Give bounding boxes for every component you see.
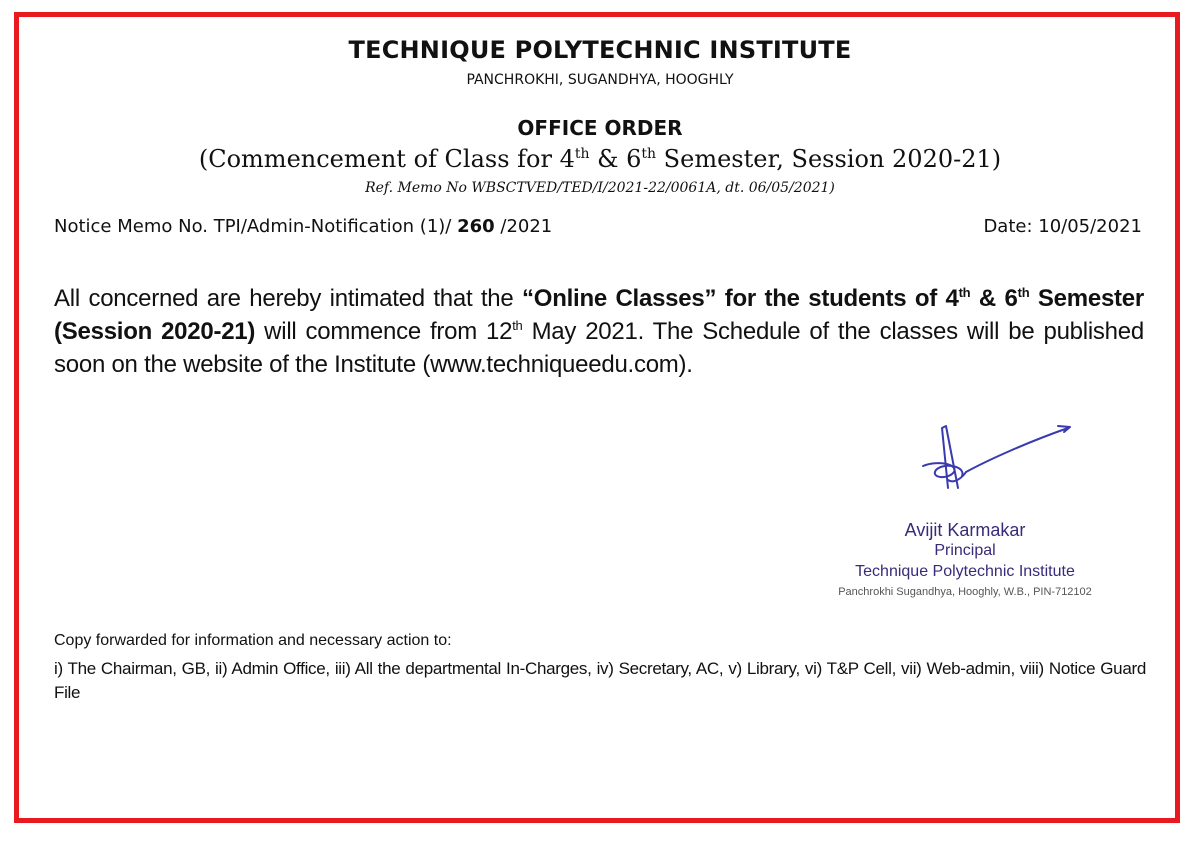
signatory-designation: Principal [934, 542, 996, 559]
order-title: OFFICE ORDER [517, 116, 683, 140]
notice-date: Date: 10/05/2021 [983, 216, 1142, 237]
handwritten-signature [918, 420, 1078, 500]
order-subtitle: (Commencement of Class for 4th & 6th Semester, Session 2020-21) [198, 145, 1002, 173]
institute-name: TECHNIQUE POLYTECHNIC INSTITUTE [348, 36, 852, 64]
signatory-name: Avijit Karmakar [904, 520, 1026, 540]
signatory-address: Panchrokhi Sugandhya, Hooghly, W.B., PIN-712102 [838, 586, 1092, 598]
signatory-institute: Technique Polytechnic Institute [855, 563, 1075, 580]
copy-forwarded-list: i) The Chairman, GB, ii) Admin Office, iii) All the departmental In-Charges, iv) Secretary, AC, v) Library, vi) T&P Cell, vii) Web-admin, viii) Notice Guard File [54, 659, 1146, 702]
institute-address: PANCHROKHI, SUGANDHYA, HOOGHLY [466, 72, 734, 88]
copy-forwarded-heading: Copy forwarded for information and necessary action to: [54, 632, 452, 649]
notice-body: All concerned are hereby intimated that the “Online Classes” for the students of 4th & 6th Semester (Session 2020-21) will commence from 12th May 2021. The Schedule of the classes will be published soon on the website of the Institute (www.techniqueedu.com). [54, 285, 1144, 378]
notice-memo-number: Notice Memo No. TPI/Admin-Notification (1)/ 260 /2021 [54, 216, 553, 237]
reference-memo: Ref. Memo No WBSCTVED/TED/I/2021-22/0061A, dt. 06/05/2021) [365, 180, 835, 196]
